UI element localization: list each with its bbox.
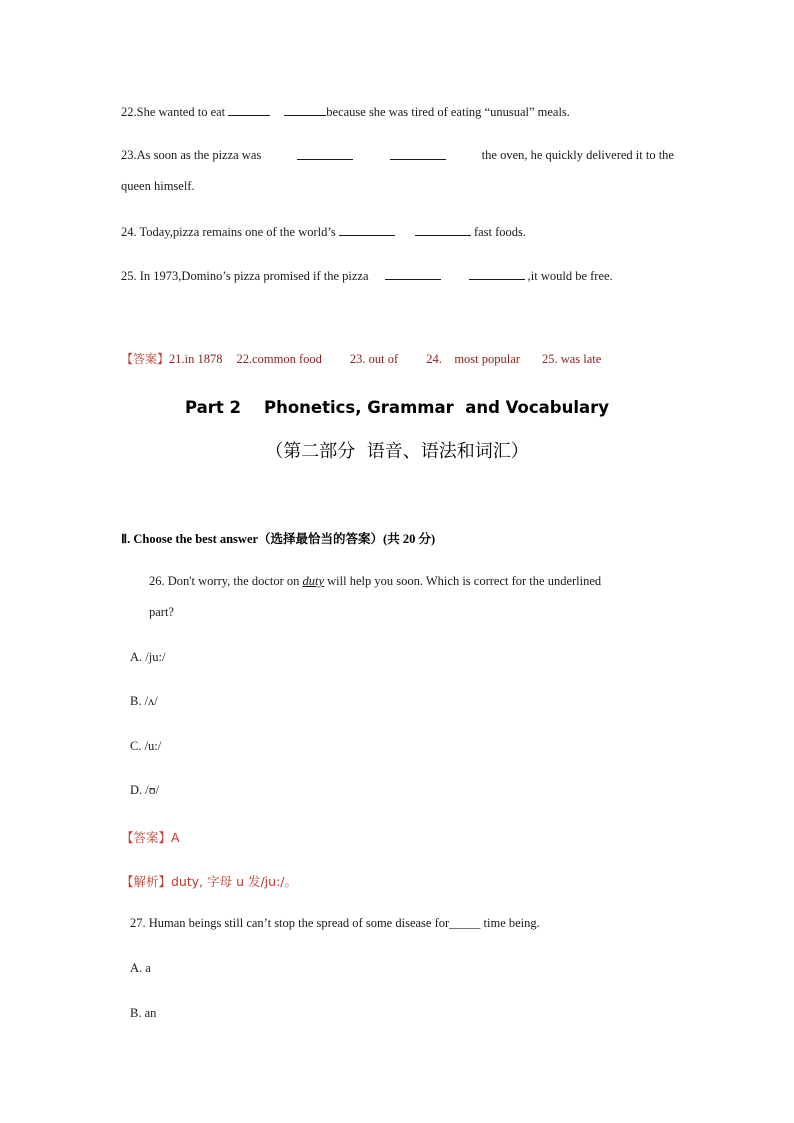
question-22-text-start: 22.She wanted to eat xyxy=(121,105,229,119)
question-23-text-start: 23.As soon as the pizza was xyxy=(121,148,262,162)
option-d[interactable]: D. /ʊ/ xyxy=(130,783,160,797)
option-b[interactable]: B. an xyxy=(130,1006,157,1020)
option-a[interactable]: A. /ju:/ xyxy=(130,650,166,664)
option-c[interactable]: C. /u:/ xyxy=(130,739,162,753)
blank[interactable] xyxy=(390,148,446,160)
answer-24: 24. most popular xyxy=(426,352,520,366)
blank[interactable] xyxy=(284,104,326,116)
answer-25: 25. was late xyxy=(541,352,602,366)
question-22 xyxy=(121,104,570,120)
question-22-text-end: because she was tired of eating “unusual” meals. xyxy=(326,105,570,119)
answer-key-21-25 xyxy=(121,350,601,367)
section-heading: Ⅱ. Choose the best answer（选择最恰当的答案）(共 20 分) xyxy=(121,532,436,546)
question-26-text-start: 26. Don't worry, the doctor on xyxy=(149,574,303,588)
question-23 xyxy=(121,148,674,163)
question-25 xyxy=(121,268,613,284)
question-25-text-start: 25. In 1973,Domino’s pizza promised if the pizza xyxy=(121,269,369,283)
answer-21: 21.in 1878 xyxy=(169,352,223,366)
part-subtitle: （第二部分 语音、语法和词汇） xyxy=(265,441,529,462)
blank[interactable] xyxy=(415,224,471,236)
explanation-26: 【解析】duty, 字母 u 发/ju:/。 xyxy=(121,874,298,889)
question-26-continued: part? xyxy=(149,605,174,619)
question-26-text-end: will help you soon. Which is correct for the underlined xyxy=(324,574,602,588)
question-24-text-end: fast foods. xyxy=(470,225,527,239)
answer-tag: 【答案】 xyxy=(121,352,170,366)
question-23-continued: queen himself. xyxy=(121,179,195,193)
answer-23: 23. out of xyxy=(349,352,399,366)
blank[interactable] xyxy=(297,148,353,160)
option-a[interactable]: A. a xyxy=(130,961,151,975)
question-24 xyxy=(121,224,526,240)
answer-26: 【答案】A xyxy=(121,830,180,845)
question-27: 27. Human beings still can’t stop the spread of some disease for_____ time being. xyxy=(130,916,540,930)
part-title: Part 2 Phonetics, Grammar and Vocabulary xyxy=(184,398,610,417)
blank[interactable] xyxy=(469,268,525,280)
question-26 xyxy=(149,574,601,589)
question-25-text-end: ,it would be free. xyxy=(524,269,613,283)
underlined-word: duty xyxy=(302,574,325,588)
question-23-text-end: the oven, he quickly delivered it to the xyxy=(481,148,674,162)
question-24-text-start: 24. Today,pizza remains one of the world’s xyxy=(121,225,339,239)
blank[interactable] xyxy=(228,104,270,116)
option-b[interactable]: B. /ʌ/ xyxy=(130,694,158,708)
blank[interactable] xyxy=(339,224,395,236)
blank[interactable] xyxy=(385,268,441,280)
answer-22: 22.common food xyxy=(236,352,322,366)
